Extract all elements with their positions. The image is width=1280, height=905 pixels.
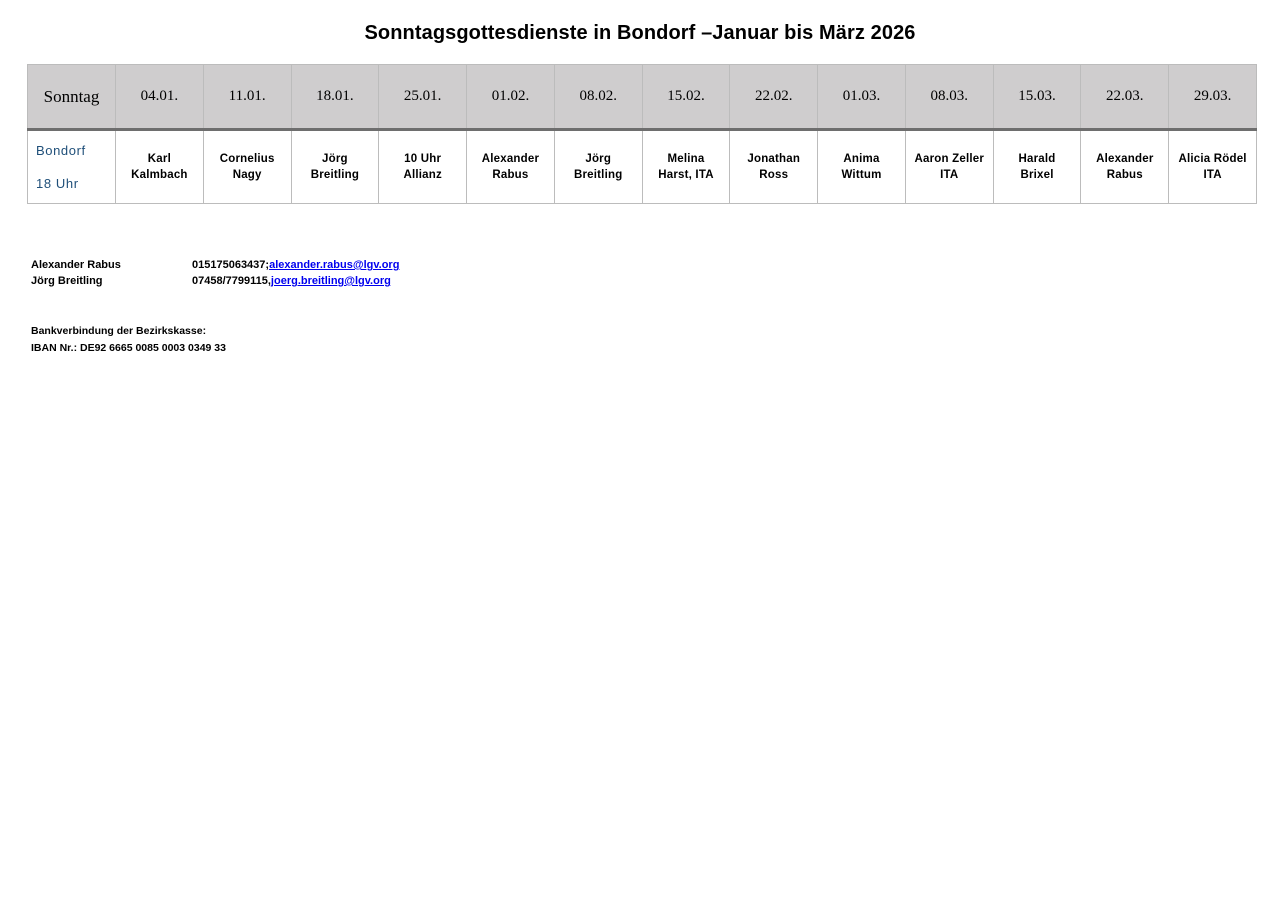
- preacher-line: Harald: [1018, 153, 1056, 165]
- preacher-line: Rabus: [492, 169, 529, 181]
- preacher-line: Alexander: [481, 153, 540, 165]
- preacher-cell: [554, 130, 642, 204]
- preacher-line: Ross: [759, 169, 789, 181]
- contact-row: [31, 273, 399, 289]
- preacher-line: Breitling: [310, 169, 360, 181]
- preacher-cell: [993, 130, 1081, 204]
- preacher-cell: [379, 130, 467, 204]
- date-header: 22.02.: [730, 65, 818, 130]
- date-header: 25.01.: [379, 65, 467, 130]
- preacher-cell: [1081, 130, 1169, 204]
- preacher-line: ITA: [940, 169, 959, 181]
- header-sunday-label: Sonntag: [28, 65, 116, 130]
- date-header: 04.01.: [116, 65, 204, 130]
- preacher-line: 10 Uhr: [404, 153, 442, 165]
- contact-phone: 07458/7799115,: [192, 275, 271, 287]
- schedule-table: [27, 64, 1257, 204]
- date-header: 18.01.: [291, 65, 379, 130]
- date-header: 08.03.: [905, 65, 993, 130]
- preacher-line: Aaron Zeller: [914, 153, 985, 165]
- date-header: 15.03.: [993, 65, 1081, 130]
- place-cell: [28, 130, 116, 204]
- preacher-line: Alexander: [1096, 153, 1154, 165]
- date-header: 08.02.: [554, 65, 642, 130]
- preacher-cell: [116, 130, 204, 204]
- preacher-line: Harst, ITA: [658, 169, 714, 181]
- preacher-cell: [1169, 130, 1257, 204]
- preacher-line: Melina: [667, 153, 705, 165]
- contact-name: Alexander Rabus: [31, 259, 121, 271]
- preacher-line: Nagy: [232, 169, 262, 181]
- date-header: 11.01.: [203, 65, 291, 130]
- preacher-cell: [291, 130, 379, 204]
- contact-phone: 015175063437;: [192, 259, 270, 271]
- table-row: [28, 130, 1257, 204]
- date-header: 01.02.: [467, 65, 555, 130]
- preacher-cell: [642, 130, 730, 204]
- bank-heading: Bankverbindung der Bezirkskasse:: [31, 325, 207, 337]
- contact-block: [31, 257, 399, 289]
- date-header: 01.03.: [818, 65, 906, 130]
- preacher-cell: [203, 130, 291, 204]
- preacher-line: Allianz: [403, 169, 442, 181]
- preacher-line: Rabus: [1106, 169, 1143, 181]
- preacher-line: Alicia Rödel: [1178, 153, 1247, 165]
- contact-email-link[interactable]: alexander.rabus@lgv.org: [269, 259, 400, 271]
- bank-iban: IBAN Nr.: DE92 6665 0085 0003 0349 33: [31, 342, 226, 354]
- preacher-line: Jörg: [585, 153, 612, 165]
- preacher-line: Brixel: [1020, 169, 1054, 181]
- contact-name: Jörg Breitling: [31, 275, 103, 287]
- preacher-cell: [818, 130, 906, 204]
- preacher-line: Wittum: [841, 169, 882, 181]
- preacher-cell: [730, 130, 818, 204]
- preacher-line: Jonathan: [747, 153, 801, 165]
- preacher-line: Cornelius: [219, 153, 275, 165]
- preacher-line: Karl: [147, 153, 171, 165]
- preacher-line: Anima: [843, 153, 880, 165]
- contact-row: [31, 257, 399, 273]
- preacher-line: Kalmbach: [131, 169, 188, 181]
- place-label: Bondorf: [36, 143, 86, 158]
- preacher-cell: [905, 130, 993, 204]
- contact-email-link[interactable]: joerg.breitling@lgv.org: [270, 275, 391, 287]
- preacher-line: ITA: [1203, 169, 1222, 181]
- header-row: [28, 65, 1257, 130]
- preacher-line: Breitling: [573, 169, 623, 181]
- time-label: 18 Uhr: [36, 176, 79, 191]
- preacher-line: Jörg: [322, 153, 348, 165]
- date-header: 29.03.: [1169, 65, 1257, 130]
- date-header: 22.03.: [1081, 65, 1169, 130]
- page-title: Sonntagsgottesdienste in Bondorf –Januar bis März 2026: [364, 22, 916, 44]
- date-header: 15.02.: [642, 65, 730, 130]
- preacher-cell: [467, 130, 555, 204]
- bank-details: [31, 323, 226, 357]
